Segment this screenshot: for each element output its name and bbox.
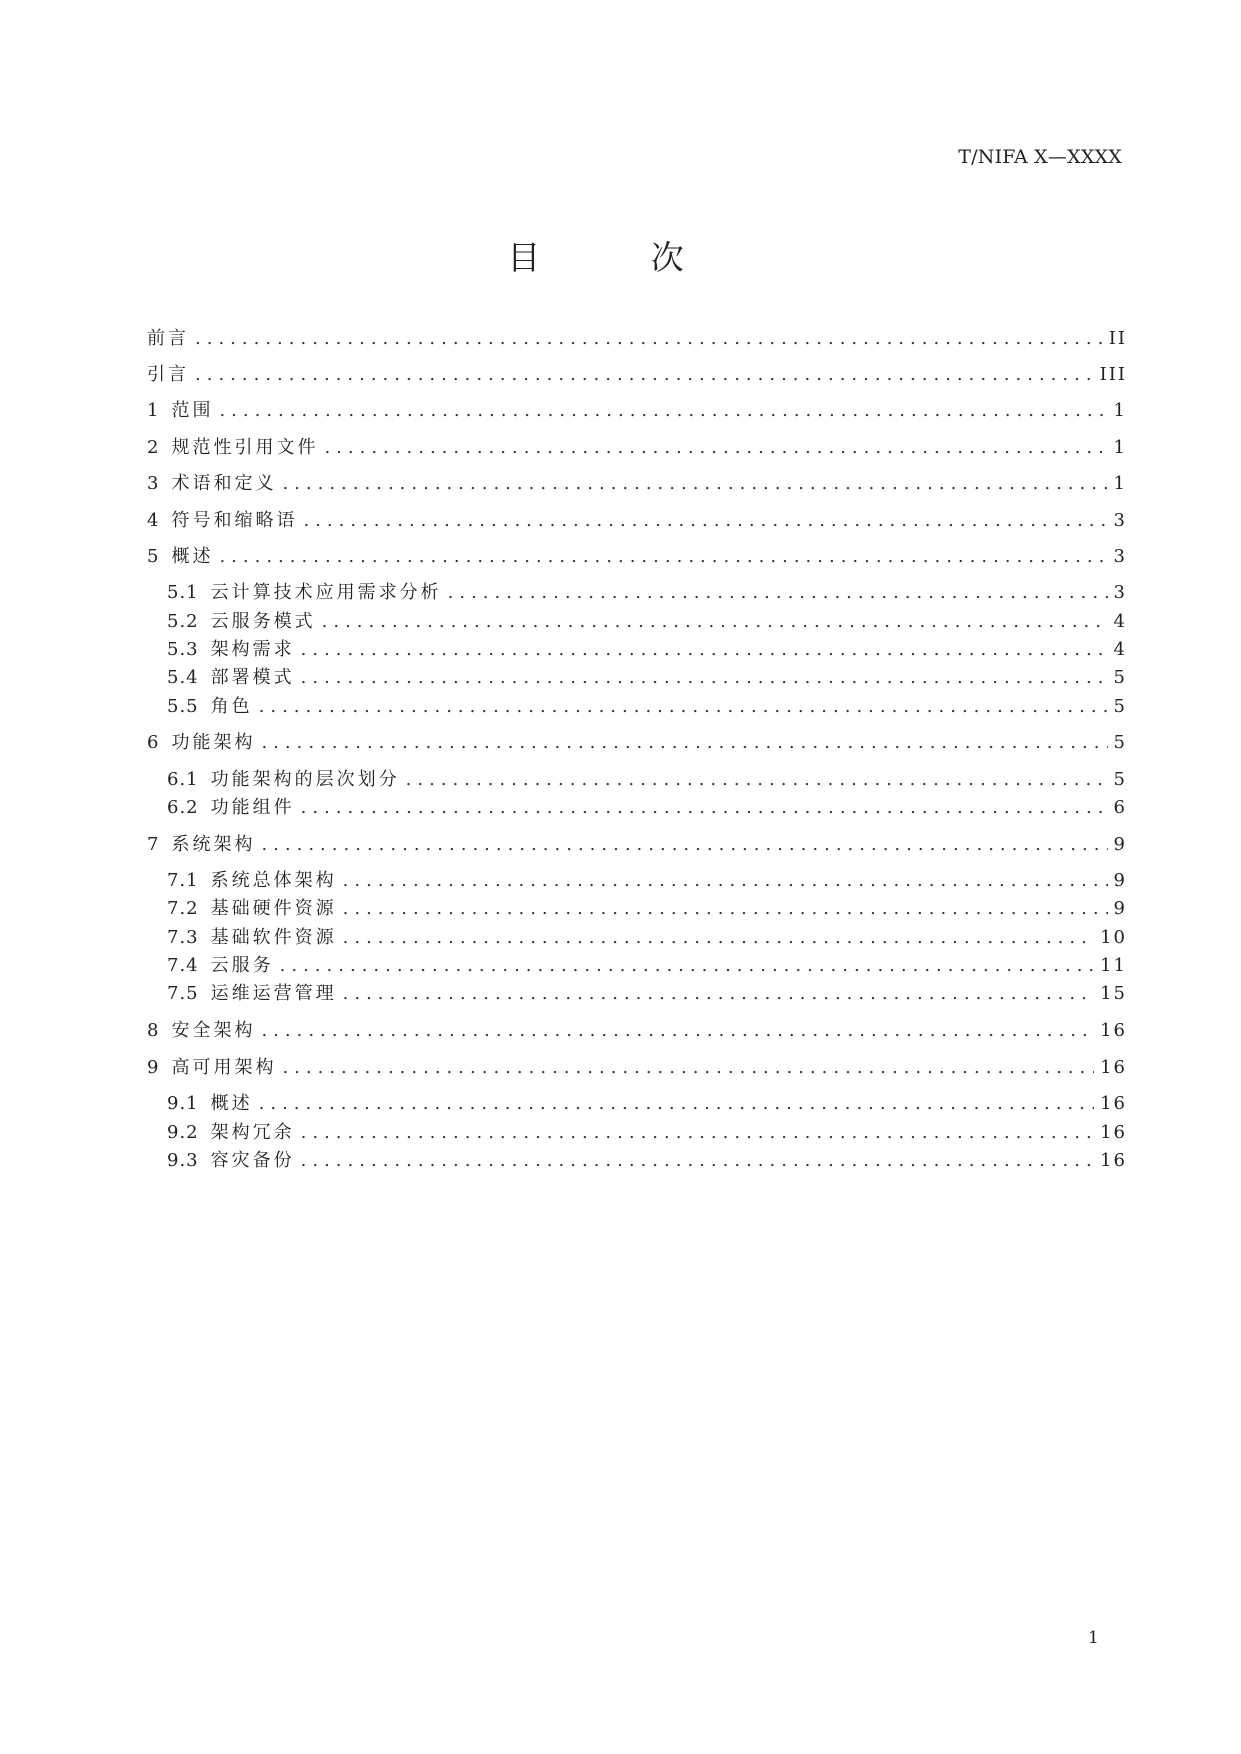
dot-leader xyxy=(303,508,1107,534)
toc-entry-page: 3 xyxy=(1113,582,1127,603)
toc-entry-page: 16 xyxy=(1100,1150,1127,1171)
toc-entry-label: 系统总体架构 xyxy=(210,870,337,891)
toc-entry-page: 3 xyxy=(1113,546,1127,567)
page-title: 目 次 xyxy=(507,238,734,277)
toc-entry-number: 8 xyxy=(147,1020,160,1041)
dot-leader xyxy=(343,868,1108,894)
toc-entry-1[interactable] xyxy=(147,398,1127,424)
toc-entry-number: 6.1 xyxy=(167,769,199,790)
toc-entry-page: 1 xyxy=(1113,437,1127,458)
dot-leader xyxy=(322,609,1108,635)
dot-leader xyxy=(301,1120,1094,1146)
toc-entry-page: 5 xyxy=(1113,667,1127,688)
toc-entry-7-2[interactable] xyxy=(167,896,1127,922)
dot-leader xyxy=(261,832,1107,858)
toc-entry-number: 3 xyxy=(147,473,160,494)
dot-leader xyxy=(343,925,1094,951)
toc-entry-label: 系统架构 xyxy=(171,834,256,855)
toc-entry-page: 15 xyxy=(1100,983,1127,1004)
toc-entry-page: 11 xyxy=(1100,955,1127,976)
toc-entry-number: 5.2 xyxy=(167,611,199,632)
dot-leader xyxy=(195,326,1103,352)
dot-leader xyxy=(301,795,1108,821)
dot-leader xyxy=(282,471,1107,497)
toc-entry-page: 16 xyxy=(1100,1020,1127,1041)
dot-leader xyxy=(280,953,1094,979)
toc-entry-label: 引言 xyxy=(147,364,189,385)
dot-leader xyxy=(259,694,1108,720)
page-number: 1 xyxy=(1088,1628,1099,1648)
toc-entry-number: 9.3 xyxy=(167,1150,199,1171)
toc-entry-number: 7.1 xyxy=(167,870,199,891)
dot-leader xyxy=(195,362,1094,388)
toc-entry-number: 1 xyxy=(147,400,160,421)
toc-entry-number: 9.1 xyxy=(167,1093,199,1114)
dot-leader xyxy=(261,1018,1094,1044)
dot-leader xyxy=(406,767,1108,793)
toc-entry-number: 5.1 xyxy=(167,582,199,603)
toc-entry-number: 9 xyxy=(147,1057,160,1078)
dot-leader xyxy=(261,730,1107,756)
toc-entry-page: 9 xyxy=(1113,870,1127,891)
toc-entry-label: 角色 xyxy=(210,696,253,717)
toc-entry-page: 16 xyxy=(1100,1122,1127,1143)
toc-entry-number: 5.5 xyxy=(167,696,199,717)
toc-entry-number: 7.2 xyxy=(167,898,199,919)
toc-entry-page: 4 xyxy=(1113,611,1127,632)
toc-entry-6-2[interactable] xyxy=(167,795,1127,821)
toc-entry-label: 符号和缩略语 xyxy=(171,510,298,531)
dot-leader xyxy=(219,544,1107,570)
toc-entry-label: 功能架构的层次划分 xyxy=(210,769,400,790)
dot-leader xyxy=(301,665,1108,691)
toc-entry-label: 架构冗余 xyxy=(210,1122,295,1143)
toc-entry-9-3[interactable] xyxy=(167,1148,1127,1174)
toc-entry-number: 9.2 xyxy=(167,1122,199,1143)
document-code: T/NIFA X—XXXX xyxy=(958,146,1122,168)
dot-leader xyxy=(301,637,1108,663)
toc-entry-number: 4 xyxy=(147,510,160,531)
dot-leader xyxy=(343,981,1094,1007)
toc-entry-7-5[interactable] xyxy=(167,981,1127,1007)
dot-leader xyxy=(324,435,1107,461)
toc-entry-label: 范围 xyxy=(171,400,214,421)
toc-entry-page: 9 xyxy=(1113,898,1127,919)
toc-entry-5[interactable] xyxy=(147,544,1127,570)
dot-leader xyxy=(301,1148,1094,1174)
toc-entry-5-1[interactable] xyxy=(167,580,1127,606)
toc-entry-page: II xyxy=(1108,328,1127,349)
toc-entry-label: 部署模式 xyxy=(210,667,295,688)
toc-entry-label: 云服务模式 xyxy=(210,611,316,632)
toc-entry-6-1[interactable] xyxy=(167,767,1127,793)
toc-entry-number: 5 xyxy=(147,546,160,567)
dot-leader xyxy=(282,1055,1094,1081)
toc-entry-label: 规范性引用文件 xyxy=(171,437,319,458)
toc-entry-number: 2 xyxy=(147,437,160,458)
toc-entry-label: 基础硬件资源 xyxy=(210,898,337,919)
toc-entry-6[interactable] xyxy=(147,730,1127,756)
toc-entry-7-4[interactable] xyxy=(167,953,1127,979)
toc-entry-page: 16 xyxy=(1100,1057,1127,1078)
toc-entry-label: 云计算技术应用需求分析 xyxy=(210,582,442,603)
toc-entry-9-1[interactable] xyxy=(167,1091,1127,1117)
toc-entry-number: 7.5 xyxy=(167,983,199,1004)
toc-entry-5-3[interactable] xyxy=(167,637,1127,663)
toc-entry-number: 7.3 xyxy=(167,927,199,948)
toc-entry-label: 概述 xyxy=(210,1093,253,1114)
toc-entry-label: 高可用架构 xyxy=(171,1057,277,1078)
toc-entry-page: 16 xyxy=(1100,1093,1127,1114)
dot-leader xyxy=(259,1091,1094,1117)
toc-entry-9-2[interactable] xyxy=(167,1120,1127,1146)
toc-entry-page: 4 xyxy=(1113,639,1127,660)
toc-entry-label: 术语和定义 xyxy=(171,473,277,494)
toc-entry-label: 云服务 xyxy=(210,955,274,976)
toc-entry-page: 5 xyxy=(1113,769,1127,790)
toc-entry-label: 功能架构 xyxy=(171,732,256,753)
toc-entry-7-3[interactable] xyxy=(167,925,1127,951)
toc-entry-page: 3 xyxy=(1113,510,1127,531)
toc-entry-number: 7.4 xyxy=(167,955,199,976)
toc-entry-page: 5 xyxy=(1113,732,1127,753)
toc-entry-page: III xyxy=(1099,364,1127,385)
toc-entry-4[interactable] xyxy=(147,508,1127,534)
toc-entry-3[interactable] xyxy=(147,471,1127,497)
toc-entry-page: 10 xyxy=(1100,927,1127,948)
dot-leader xyxy=(219,398,1107,424)
toc-entry-5-2[interactable] xyxy=(167,609,1127,635)
toc-entry-page: 5 xyxy=(1113,696,1127,717)
dot-leader xyxy=(343,896,1108,922)
toc-entry-number: 5.3 xyxy=(167,639,199,660)
toc-entry-7[interactable] xyxy=(147,832,1127,858)
toc-entry-label: 前言 xyxy=(147,328,189,349)
toc-entry-label: 功能组件 xyxy=(210,797,295,818)
toc-entry-page: 9 xyxy=(1113,834,1127,855)
toc-entry-number: 7 xyxy=(147,834,160,855)
toc-entry-label: 架构需求 xyxy=(210,639,295,660)
toc-entry-number: 6.2 xyxy=(167,797,199,818)
toc-entry-page: 1 xyxy=(1113,473,1127,494)
toc-entry-label: 运维运营管理 xyxy=(210,983,337,1004)
toc-entry-label: 基础软件资源 xyxy=(210,927,337,948)
toc-entry-label: 容灾备份 xyxy=(210,1150,295,1171)
toc-entry-foreword[interactable] xyxy=(147,326,1127,352)
toc-entry-8[interactable] xyxy=(147,1018,1127,1044)
toc-entry-label: 概述 xyxy=(171,546,214,567)
dot-leader xyxy=(448,580,1108,606)
toc-entry-introduction[interactable] xyxy=(147,362,1127,388)
toc-entry-page: 1 xyxy=(1113,400,1127,421)
toc-entry-9[interactable] xyxy=(147,1055,1127,1081)
toc-entry-7-1[interactable] xyxy=(167,868,1127,894)
toc-entry-5-5[interactable] xyxy=(167,694,1127,720)
toc-entry-2[interactable] xyxy=(147,435,1127,461)
toc-entry-label: 安全架构 xyxy=(171,1020,256,1041)
toc-entry-number: 5.4 xyxy=(167,667,199,688)
toc-entry-number: 6 xyxy=(147,732,160,753)
toc-entry-5-4[interactable] xyxy=(167,665,1127,691)
toc-entry-page: 6 xyxy=(1113,797,1127,818)
